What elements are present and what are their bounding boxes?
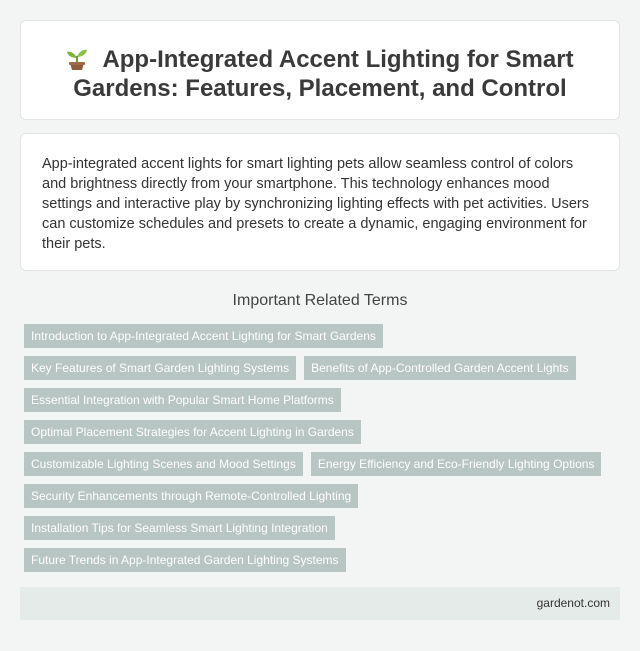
related-terms-row	[24, 324, 624, 348]
footer-site-link[interactable]: gardenot.com	[536, 596, 610, 610]
related-terms-row	[24, 548, 624, 572]
page-title-text: App-Integrated Accent Lighting for Smart Gardens: Features, Placement, and Control	[73, 46, 574, 102]
related-term-tag[interactable]: Introduction to App-Integrated Accent Lighting for Smart Gardens	[24, 324, 383, 348]
related-terms-row	[24, 484, 624, 508]
related-terms-row	[24, 516, 624, 540]
related-terms-row	[24, 452, 624, 476]
related-terms-row	[24, 420, 624, 444]
related-term-tag[interactable]: Security Enhancements through Remote-Controlled Lighting	[24, 484, 358, 508]
description-card	[20, 133, 620, 271]
page-title	[21, 45, 619, 103]
related-terms-list	[24, 324, 624, 580]
related-term-tag[interactable]: Energy Efficiency and Eco-Friendly Lighting Options	[311, 452, 602, 476]
title-card	[20, 20, 620, 120]
related-terms-row	[24, 388, 624, 412]
related-term-tag[interactable]: Key Features of Smart Garden Lighting Systems	[24, 356, 296, 380]
related-term-tag[interactable]: Installation Tips for Seamless Smart Lighting Integration	[24, 516, 335, 540]
related-terms-row	[24, 356, 624, 380]
related-term-tag[interactable]: Future Trends in App-Integrated Garden Lighting Systems	[24, 548, 346, 572]
seedling-icon	[66, 46, 88, 70]
description-text: App-integrated accent lights for smart lighting pets allow seamless control of colors and brightness directly from your smartphone. This technology enhances mood settings and interactive play by synchronizing lighting effects with pet activities. Users can customize schedules and presets to create a dynamic, engaging environment for their pets.	[42, 156, 589, 252]
related-term-tag[interactable]: Essential Integration with Popular Smart Home Platforms	[24, 388, 341, 412]
related-term-tag[interactable]: Customizable Lighting Scenes and Mood Settings	[24, 452, 303, 476]
related-term-tag[interactable]: Optimal Placement Strategies for Accent Lighting in Gardens	[24, 420, 361, 444]
footer	[20, 587, 620, 620]
related-term-tag[interactable]: Benefits of App-Controlled Garden Accent Lights	[304, 356, 576, 380]
related-terms-heading: Important Related Terms	[232, 292, 408, 309]
